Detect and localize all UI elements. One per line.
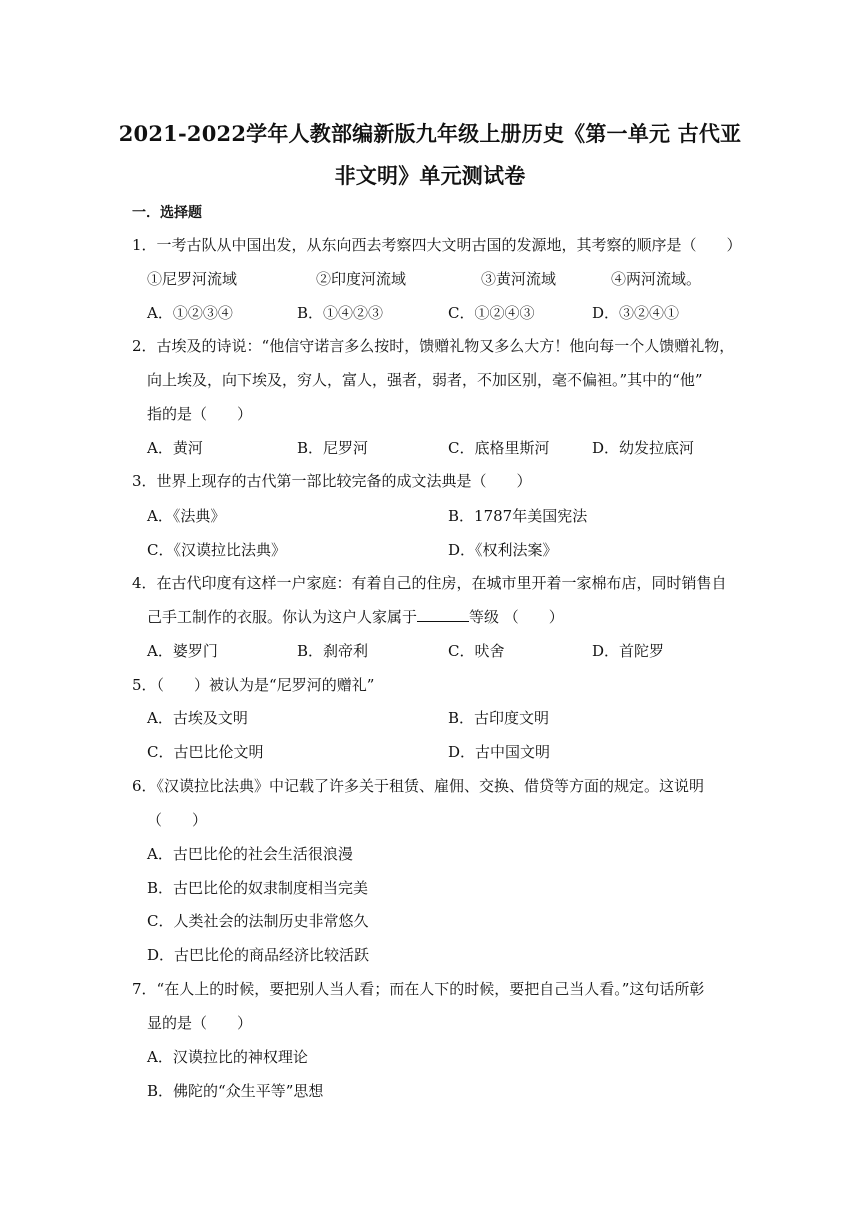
question-1-item-3: ③黄河流域 bbox=[481, 270, 557, 288]
question-6-option-d: D．古巴比伦的商品经济比较活跃 bbox=[147, 946, 370, 964]
answer-blank bbox=[417, 607, 469, 622]
question-7-line-2: 显的是（ ） bbox=[147, 1014, 253, 1032]
question-3-option-b: B．1787年美国宪法 bbox=[448, 507, 588, 525]
question-1-item-4: ④两河流域。 bbox=[611, 270, 702, 288]
question-6-option-b: B．古巴比伦的奴隶制度相当完美 bbox=[147, 879, 369, 897]
question-4-line-2 bbox=[147, 607, 564, 627]
question-5-option-c: C．古巴比伦文明 bbox=[147, 743, 264, 761]
question-6-option-a: A．古巴比伦的社会生活很浪漫 bbox=[147, 845, 353, 863]
question-2-line-1: 2．古埃及的诗说：“他信守诺言多么按时，馈赠礼物又多么大方！他向每一个人馈赠礼物， bbox=[132, 337, 735, 355]
question-4-option-a: A．婆罗门 bbox=[147, 642, 218, 660]
question-1-option-d: D．③②④① bbox=[592, 304, 680, 322]
question-4-line-2-suffix: 等级 （ ） bbox=[469, 608, 564, 626]
question-7-option-a: A．汉谟拉比的神权理论 bbox=[147, 1048, 308, 1066]
question-4-option-c: C．吠舍 bbox=[448, 642, 505, 660]
question-4-line-1: 4．在古代印度有这样一户家庭：有着自己的住房，在城市里开着一家棉布店，同时销售自 bbox=[132, 574, 727, 592]
question-6-line-1: 6．《汉谟拉比法典》中记载了许多关于租赁、雇佣、交换、借贷等方面的规定。这说明 bbox=[132, 777, 705, 795]
question-4-option-b: B．刹帝利 bbox=[297, 642, 369, 660]
question-1-option-c: C．①②④③ bbox=[448, 304, 535, 322]
question-3-option-d: D．《权利法案》 bbox=[448, 541, 558, 559]
question-5-option-a: A．古埃及文明 bbox=[147, 709, 248, 727]
question-4-option-d: D．首陀罗 bbox=[592, 642, 665, 660]
question-7-line-1: 7．“在人上的时候，要把别人当人看；而在人下的时候，要把自己当人看。”这句话所彰 bbox=[132, 980, 705, 998]
question-6-option-c: C．人类社会的法制历史非常悠久 bbox=[147, 912, 369, 930]
question-2-option-d: D．幼发拉底河 bbox=[592, 439, 695, 457]
question-2-option-c: C．底格里斯河 bbox=[448, 439, 550, 457]
section-heading: 一．选择题 bbox=[132, 205, 202, 221]
question-4-line-2-text: 己手工制作的衣服。你认为这户人家属于 bbox=[147, 608, 418, 626]
question-2-line-3: 指的是（ ） bbox=[147, 405, 253, 423]
question-1-item-1: ①尼罗河流域 bbox=[147, 270, 238, 288]
question-1-item-2: ②印度河流域 bbox=[316, 270, 407, 288]
question-5-option-b: B．古印度文明 bbox=[448, 709, 550, 727]
question-3-stem: 3．世界上现存的古代第一部比较完备的成文法典是（ ） bbox=[132, 472, 532, 490]
question-1-stem: 1．一考古队从中国出发，从东向西去考察四大文明古国的发源地，其考察的顺序是（ ） bbox=[132, 236, 742, 254]
question-3-option-a: A．《法典》 bbox=[147, 507, 226, 525]
document-title-line-1: 2021-2022学年人教部编新版九年级上册历史《第一单元 古代亚 bbox=[118, 121, 742, 146]
question-6-line-2: （ ） bbox=[147, 811, 208, 829]
question-1-option-b: B．①④②③ bbox=[297, 304, 384, 322]
question-2-option-a: A．黄河 bbox=[147, 439, 203, 457]
question-2-option-b: B．尼罗河 bbox=[297, 439, 369, 457]
question-5-option-d: D．古中国文明 bbox=[448, 743, 551, 761]
question-7-option-b: B．佛陀的“众生平等”思想 bbox=[147, 1082, 324, 1100]
question-3-option-c: C．《汉谟拉比法典》 bbox=[147, 541, 286, 559]
question-5-stem: 5．（ ）被认为是“尼罗河的赠礼” bbox=[132, 676, 375, 694]
document-title-line-2: 非文明》单元测试卷 bbox=[334, 163, 526, 188]
question-1-option-a: A．①②③④ bbox=[147, 304, 233, 322]
question-2-line-2: 向上埃及，向下埃及，穷人，富人，强者，弱者，不加区别，毫不偏袒。”其中的“他” bbox=[147, 371, 703, 389]
